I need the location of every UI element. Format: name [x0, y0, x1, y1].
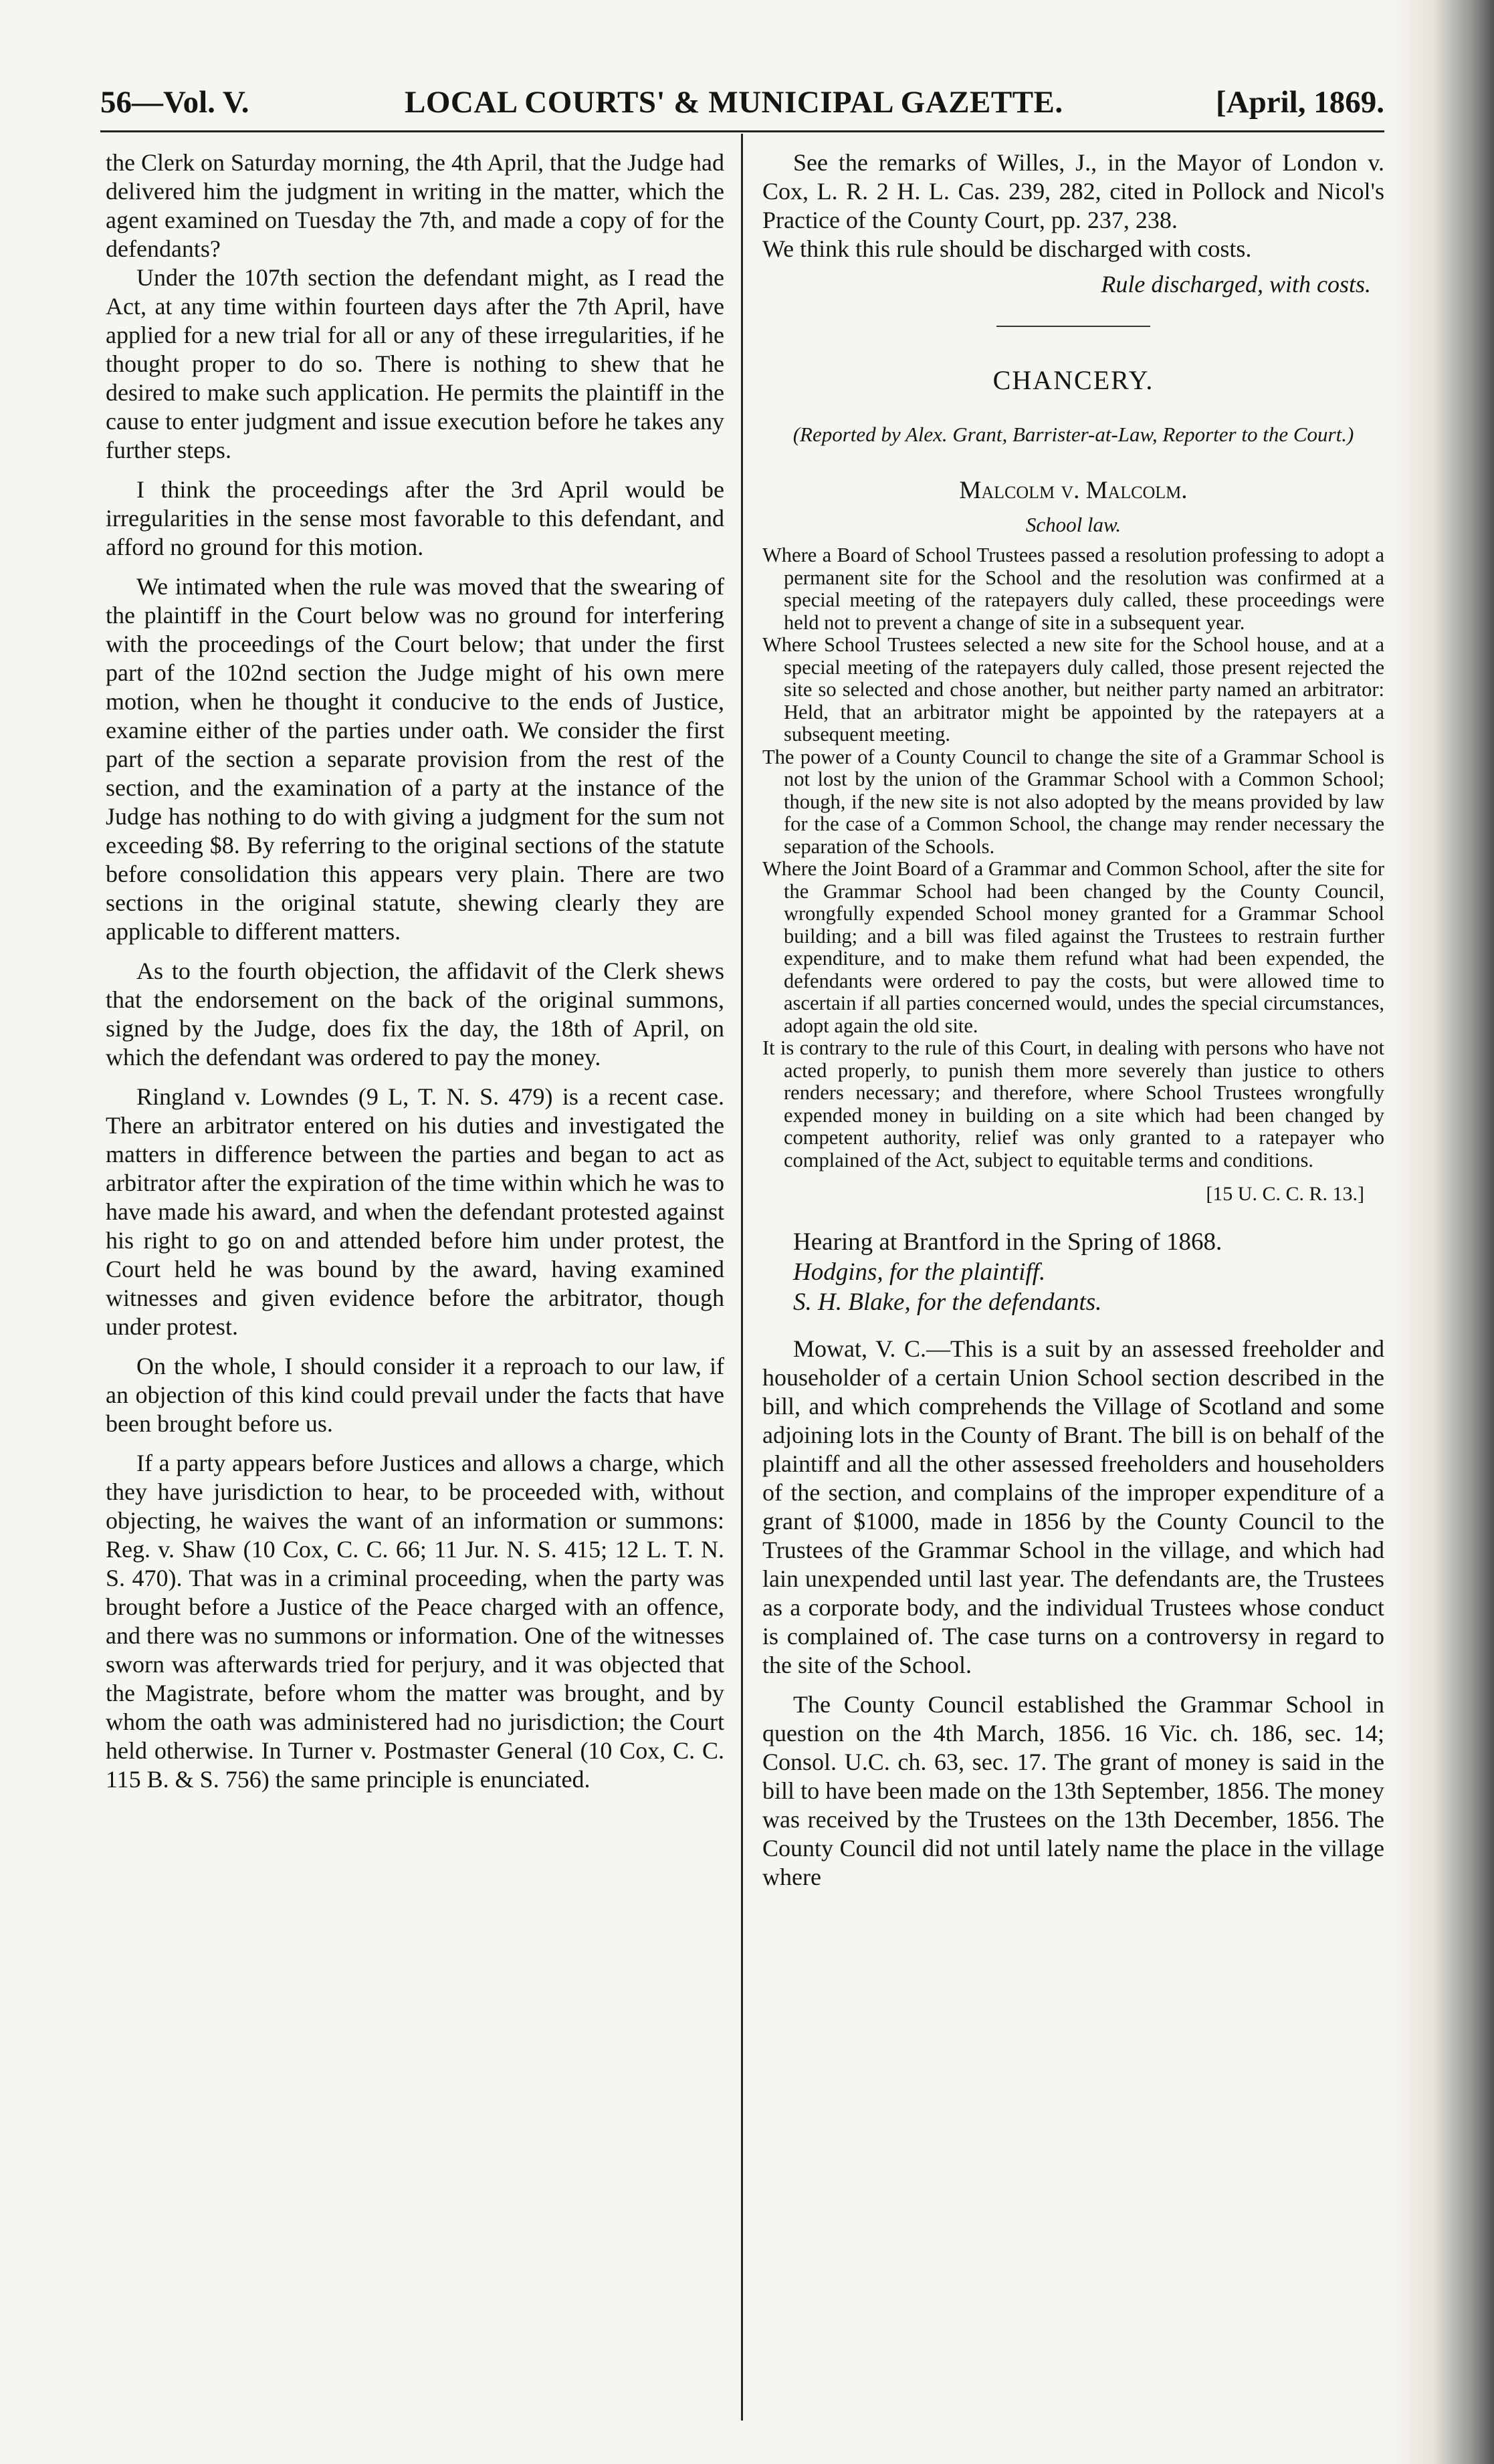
- paragraph: Under the 107th section the defendant might, as I read the Act, at any time within fourteen days after the 7th April, have applied for a new trial for all or any of these irregularities, if he thought proper to do so. There is nothing to shew that he desired to make such application. He permits the plaintiff in the cause to enter judgment and issue execution before he takes any further steps.: [106, 264, 724, 463]
- paragraph: We intimated when the rule was moved that the swearing of the plaintiff in the Court below was no ground for interfering with the proceedings of the Court below; that under the first part of the 102nd section the Judge might of his own mere motion, when he thought it conducive to the ends of Justice, examine either of the parties under oath. We consider the first part of the section a separate provision from the rest of the section, and the examination of a party at the instance of the Judge has nothing to do with giving a judgment for the sum not exceeding $8. By referring to the original sections of the statute before consolidation this appears very plain. There are two sections in the original statute, shewing clearly they are applicable to different matters.: [106, 573, 724, 945]
- paragraph: Ringland v. Lowndes (9 L, T. N. S. 479) is a recent case. There an arbitrator entered on his duties and investigated the matters in difference between the parties and began to act as arbitrator after the expiration of the time within which he was to have made his award, and when the defendant protested against his right to go on and attended before him under protest, the Court held he was bound by the award, having examined witnesses and given evidence before the arbitrator, though under protest.: [106, 1083, 724, 1340]
- disposition: Rule discharged, with costs.: [1101, 271, 1371, 298]
- publication-title: LOCAL COURTS' & MUNICIPAL GAZETTE.: [405, 85, 1063, 120]
- section-heading: CHANCERY.: [992, 365, 1154, 395]
- hearing-note: Hearing at Brantford in the Spring of 1868.: [793, 1228, 1222, 1256]
- paragraph: I think the proceedings after the 3rd April would be irregularities in the sense most favorable to this defendant, and afford no ground for this motion.: [106, 476, 724, 560]
- head-note: Where School Trustees selected a new site for the School house, and at a special meeting of the ratepayers duly called, those present rejected the site so selected and chose another, but neither party named an arbitrator: Held, that an arbitrator might be appointed by the ratepayers at a subsequent meeting.: [762, 633, 1384, 746]
- case-title: Malcolm v. Malcolm.: [959, 477, 1188, 504]
- header-rule: [100, 130, 1384, 132]
- issue-date: [April, 1869.: [1216, 85, 1384, 120]
- paragraph: the Clerk on Saturday morning, the 4th April, that the Judge had delivered him the judgment in writing in the matter, which the agent examined on Tuesday the 7th, and made a copy of for the defendants?: [106, 149, 724, 262]
- head-note: The power of a County Council to change the site of a Grammar School is not lost by the union of the Grammar School with a Common School; though, if the new site is not also adopted by the means provided by law for the case of a Common School, the change may render necessary the separation of the Schools.: [762, 745, 1384, 858]
- page-header: [100, 79, 1384, 126]
- page-volume: 56—Vol. V.: [100, 85, 249, 120]
- counsel-plaintiff: Hodgins, for the plaintiff.: [793, 1258, 1046, 1286]
- left-column: [106, 148, 724, 1794]
- right-column: [762, 148, 1384, 1892]
- section-divider: [996, 326, 1150, 327]
- paragraph: As to the fourth objection, the affidavit of the Clerk shews that the endorsement on the back of the original summons, signed by the Judge, does fix the day, the 18th of April, on which the defendant was ordered to pay the money.: [106, 958, 724, 1071]
- head-note: Where a Board of School Trustees passed a resolution professing to adopt a permanent site for the School and the resolution was confirmed at a special meeting of the ratepayers duly called, these proceedings were held not to prevent a change of site in a subsequent year.: [762, 544, 1384, 634]
- paragraph: On the whole, I should consider it a reproach to our law, if an objection of this kind could prevail under the facts that have been brought before us.: [106, 1353, 724, 1437]
- paragraph: The County Council established the Grammar School in question on the 4th March, 1856. 16 Vic. ch. 186, sec. 14; Consol. U.C. ch. 63, sec. 17. The grant of money is said in the bill to have been made on the 13th September, 1856. The money was received by the Trustees on the 13th December, 1856. The County Council did not until lately name the place in the village where: [762, 1691, 1384, 1890]
- paragraph: If a party appears before Justices and allows a charge, which they have jurisdiction to hear, to be proceeded with, without objecting, he waives the want of an information or summons: Reg. v. Shaw (10 Cox, C. C. 66; 11 Jur. N. S. 415; 12 L. T. N. S. 470). That was in a criminal proceeding, when the party was brought before a Justice of the Peace charged with an offence, and there was no summons or information. One of the witnesses sworn was afterwards tried for perjury, and it was objected that the Magistrate, before whom the matter was brought, and by whom the oath was administered had no jurisdiction; the Court held otherwise. In Turner v. Postmaster General (10 Cox, C. C. 115 B. & S. 756) the same principle is enunciated.: [106, 1450, 724, 1793]
- head-note: Where the Joint Board of a Grammar and Common School, after the site for the Grammar School had been changed by the County Council, wrongfully expended School money granted for a Grammar School building; and a bill was filed against the Trustees to restrain further expenditure, and to make them refund what had been expended, the defendants were ordered to pay the costs, but were allowed time to ascertain if all parties concerned would, undes the special circumstances, adopt again the old site.: [762, 857, 1384, 1037]
- case-subject: School law.: [1025, 513, 1122, 536]
- reporter-note: (Reported by Alex. Grant, Barrister-at-Law, Reporter to the Court.): [792, 423, 1354, 446]
- paragraph: Mowat, V. C.—This is a suit by an assessed freeholder and householder of a certain Union School section described in the bill, and which comprehends the Village of Scotland and some adjoining lots in the County of Brant. The bill is on behalf of the plaintiff and all the other assessed freeholders and householders of the section, and complains of the improper expenditure of a grant of $1000, made in 1856 by the County Council to the Trustees of the Grammar School in the village, and which had lain unexpended until last year. The defendants are, the Trustees as a corporate body, and the individual Trustees whose conduct is complained of. The case turns on a controversy in regard to the site of the School.: [762, 1335, 1384, 1678]
- counsel-defendants: S. H. Blake, for the defendants.: [793, 1289, 1102, 1316]
- scan-edge-shadow: [1394, 0, 1494, 2464]
- head-note: It is contrary to the rule of this Court, in dealing with persons who have not acted properly, to punish them more severely than justice to others renders necessary; and therefore, where School Trustees wrongfully expended money in building on a site which had been changed by competent authority, relief was only granted to a ratepayer who complained of the Act, subject to equitable terms and conditions.: [762, 1036, 1384, 1171]
- paragraph: We think this rule should be discharged with costs.: [762, 235, 1252, 262]
- paragraph: See the remarks of Willes, J., in the Mayor of London v. Cox, L. R. 2 H. L. Cas. 239, 282, cited in Pollock and Nicol's Practice of the County Court, pp. 237, 238.: [762, 149, 1384, 233]
- case-citation: [15 U. C. C. R. 13.]: [1206, 1183, 1364, 1205]
- column-divider: [741, 134, 743, 2421]
